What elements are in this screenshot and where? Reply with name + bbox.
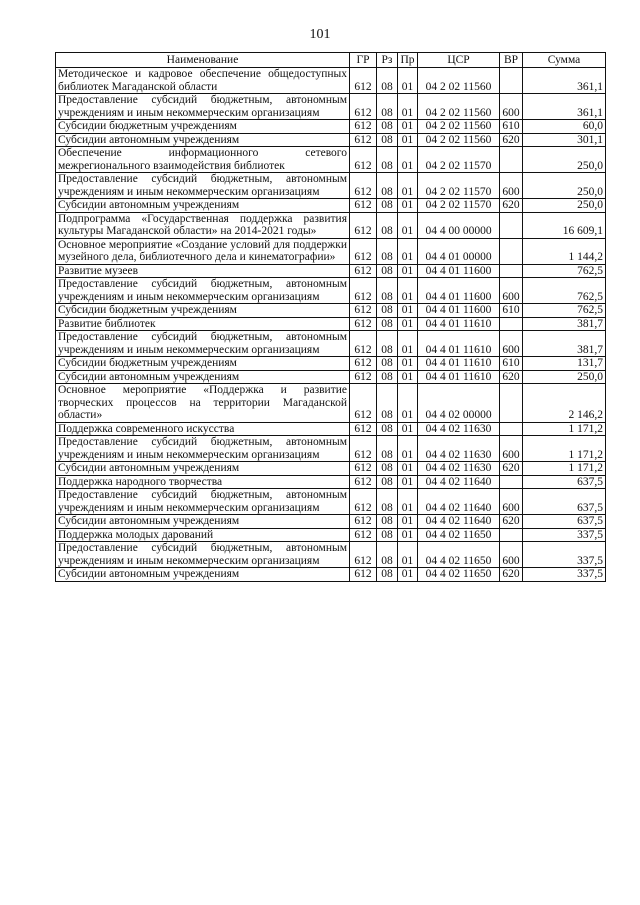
cell-sum: 250,0 xyxy=(523,370,606,384)
cell-rz: 08 xyxy=(377,133,398,147)
cell-vr: 600 xyxy=(500,94,523,120)
cell-vr xyxy=(500,475,523,489)
table-row xyxy=(56,199,606,213)
cell-csr: 04 2 02 11560 xyxy=(418,68,500,94)
cell-rz: 08 xyxy=(377,384,398,423)
cell-pr: 01 xyxy=(398,462,418,476)
cell-name: Предоставление субсидий бюджетным, автономным учреждениям и иным некоммерческим организациям xyxy=(56,94,350,120)
cell-pr: 01 xyxy=(398,370,418,384)
cell-pr: 01 xyxy=(398,133,418,147)
cell-gr: 612 xyxy=(350,462,377,476)
table-row xyxy=(56,264,606,278)
cell-name: Предоставление субсидий бюджетным, автономным учреждениям и иным некоммерческим организациям xyxy=(56,489,350,515)
cell-gr: 612 xyxy=(350,278,377,304)
cell-pr: 01 xyxy=(398,147,418,173)
cell-csr: 04 2 02 11560 xyxy=(418,94,500,120)
cell-csr: 04 4 02 11650 xyxy=(418,542,500,568)
cell-csr: 04 2 02 11570 xyxy=(418,147,500,173)
cell-name: Субсидии автономным учреждениям xyxy=(56,133,350,147)
cell-rz: 08 xyxy=(377,120,398,134)
table-row xyxy=(56,238,606,264)
cell-sum: 131,7 xyxy=(523,357,606,371)
cell-vr xyxy=(500,384,523,423)
cell-gr: 612 xyxy=(350,147,377,173)
page-number: 101 xyxy=(309,27,331,42)
cell-name: Поддержка современного искусства xyxy=(56,422,350,436)
cell-sum: 762,5 xyxy=(523,264,606,278)
cell-name: Основное мероприятие «Поддержка и развитие творческих процессов на территории Магаданской области» xyxy=(56,384,350,423)
cell-rz: 08 xyxy=(377,199,398,213)
cell-rz: 08 xyxy=(377,68,398,94)
cell-gr: 612 xyxy=(350,515,377,529)
table-row xyxy=(56,436,606,462)
cell-gr: 612 xyxy=(350,436,377,462)
table-row xyxy=(56,528,606,542)
cell-rz: 08 xyxy=(377,515,398,529)
cell-rz: 08 xyxy=(377,528,398,542)
cell-gr: 612 xyxy=(350,542,377,568)
header-csr: ЦСР xyxy=(418,53,500,68)
header-rz: Рз xyxy=(377,53,398,68)
cell-sum: 637,5 xyxy=(523,489,606,515)
table-row xyxy=(56,515,606,529)
cell-pr: 01 xyxy=(398,357,418,371)
table-row xyxy=(56,475,606,489)
cell-csr: 04 4 02 11640 xyxy=(418,515,500,529)
cell-name: Подпрограмма «Государственная поддержка развития культуры Магаданской области» на 2014-2021 годы» xyxy=(56,212,350,238)
cell-rz: 08 xyxy=(377,489,398,515)
cell-gr: 612 xyxy=(350,489,377,515)
table-row xyxy=(56,462,606,476)
cell-name: Субсидии автономным учреждениям xyxy=(56,568,350,582)
cell-rz: 08 xyxy=(377,264,398,278)
cell-rz: 08 xyxy=(377,304,398,318)
cell-sum: 337,5 xyxy=(523,568,606,582)
cell-sum: 337,5 xyxy=(523,542,606,568)
cell-vr: 620 xyxy=(500,462,523,476)
cell-pr: 01 xyxy=(398,264,418,278)
header-name: Наименование xyxy=(56,53,350,68)
cell-vr xyxy=(500,264,523,278)
cell-sum: 762,5 xyxy=(523,304,606,318)
cell-vr xyxy=(500,238,523,264)
cell-name: Предоставление субсидий бюджетным, автономным учреждениям и иным некоммерческим организациям xyxy=(56,436,350,462)
cell-name: Субсидии бюджетным учреждениям xyxy=(56,120,350,134)
table-row xyxy=(56,370,606,384)
cell-name: Поддержка молодых дарований xyxy=(56,528,350,542)
cell-gr: 612 xyxy=(350,94,377,120)
cell-vr xyxy=(500,422,523,436)
cell-pr: 01 xyxy=(398,199,418,213)
table-row xyxy=(56,422,606,436)
cell-name: Субсидии автономным учреждениям xyxy=(56,515,350,529)
cell-gr: 612 xyxy=(350,384,377,423)
cell-gr: 612 xyxy=(350,475,377,489)
cell-sum: 1 171,2 xyxy=(523,462,606,476)
cell-sum: 361,1 xyxy=(523,68,606,94)
cell-csr: 04 2 02 11570 xyxy=(418,173,500,199)
cell-gr: 612 xyxy=(350,238,377,264)
table-row xyxy=(56,147,606,173)
table-row xyxy=(56,120,606,134)
cell-vr: 610 xyxy=(500,304,523,318)
table-row xyxy=(56,278,606,304)
cell-csr: 04 4 01 11600 xyxy=(418,304,500,318)
cell-rz: 08 xyxy=(377,238,398,264)
cell-rz: 08 xyxy=(377,357,398,371)
cell-sum: 337,5 xyxy=(523,528,606,542)
cell-vr xyxy=(500,68,523,94)
cell-rz: 08 xyxy=(377,173,398,199)
cell-name: Предоставление субсидий бюджетным, автономным учреждениям и иным некоммерческим организациям xyxy=(56,542,350,568)
cell-sum: 762,5 xyxy=(523,278,606,304)
header-sum: Сумма xyxy=(523,53,606,68)
cell-pr: 01 xyxy=(398,304,418,318)
cell-sum: 301,1 xyxy=(523,133,606,147)
header-pr: Пр xyxy=(398,53,418,68)
cell-csr: 04 4 02 11650 xyxy=(418,528,500,542)
cell-name: Субсидии бюджетным учреждениям xyxy=(56,357,350,371)
table-row xyxy=(56,489,606,515)
cell-sum: 1 144,2 xyxy=(523,238,606,264)
cell-rz: 08 xyxy=(377,147,398,173)
cell-name: Предоставление субсидий бюджетным, автономным учреждениям и иным некоммерческим организациям xyxy=(56,173,350,199)
cell-csr: 04 4 00 00000 xyxy=(418,212,500,238)
cell-gr: 612 xyxy=(350,370,377,384)
cell-sum: 381,7 xyxy=(523,331,606,357)
cell-vr: 600 xyxy=(500,173,523,199)
cell-sum: 16 609,1 xyxy=(523,212,606,238)
cell-pr: 01 xyxy=(398,212,418,238)
cell-vr: 610 xyxy=(500,120,523,134)
cell-name: Предоставление субсидий бюджетным, автономным учреждениям и иным некоммерческим организациям xyxy=(56,278,350,304)
cell-sum: 361,1 xyxy=(523,94,606,120)
cell-pr: 01 xyxy=(398,542,418,568)
cell-name: Методическое и кадровое обеспечение общедоступных библиотек Магаданской области xyxy=(56,68,350,94)
cell-csr: 04 4 02 11640 xyxy=(418,489,500,515)
cell-csr: 04 4 02 11640 xyxy=(418,475,500,489)
cell-vr xyxy=(500,212,523,238)
table-row xyxy=(56,68,606,94)
table-row xyxy=(56,568,606,582)
table-row xyxy=(56,212,606,238)
cell-rz: 08 xyxy=(377,436,398,462)
cell-pr: 01 xyxy=(398,238,418,264)
table-header-row xyxy=(56,53,606,68)
cell-name: Развитие библиотек xyxy=(56,317,350,331)
cell-pr: 01 xyxy=(398,489,418,515)
cell-pr: 01 xyxy=(398,515,418,529)
cell-gr: 612 xyxy=(350,528,377,542)
cell-vr: 620 xyxy=(500,568,523,582)
table-row xyxy=(56,331,606,357)
cell-csr: 04 4 01 11600 xyxy=(418,278,500,304)
cell-csr: 04 4 02 11630 xyxy=(418,436,500,462)
cell-name: Основное мероприятие «Создание условий для поддержки музейного дела, библиотечного дела и кинематографии» xyxy=(56,238,350,264)
cell-vr: 620 xyxy=(500,370,523,384)
cell-rz: 08 xyxy=(377,331,398,357)
cell-vr xyxy=(500,147,523,173)
cell-name: Субсидии автономным учреждениям xyxy=(56,462,350,476)
cell-sum: 1 171,2 xyxy=(523,422,606,436)
cell-csr: 04 4 01 11610 xyxy=(418,370,500,384)
cell-name: Обеспечение информационного сетевого межрегионального взаимодействия библиотек xyxy=(56,147,350,173)
cell-vr: 610 xyxy=(500,357,523,371)
table-row xyxy=(56,317,606,331)
cell-gr: 612 xyxy=(350,422,377,436)
table-row xyxy=(56,384,606,423)
cell-gr: 612 xyxy=(350,212,377,238)
cell-vr xyxy=(500,528,523,542)
cell-pr: 01 xyxy=(398,120,418,134)
budget-table xyxy=(55,52,606,582)
cell-sum: 250,0 xyxy=(523,147,606,173)
cell-pr: 01 xyxy=(398,317,418,331)
cell-pr: 01 xyxy=(398,422,418,436)
cell-pr: 01 xyxy=(398,331,418,357)
header-vr: ВР xyxy=(500,53,523,68)
cell-rz: 08 xyxy=(377,317,398,331)
cell-vr: 620 xyxy=(500,133,523,147)
cell-pr: 01 xyxy=(398,173,418,199)
cell-name: Субсидии автономным учреждениям xyxy=(56,370,350,384)
cell-vr: 600 xyxy=(500,436,523,462)
cell-rz: 08 xyxy=(377,212,398,238)
cell-csr: 04 4 02 00000 xyxy=(418,384,500,423)
cell-csr: 04 2 02 11560 xyxy=(418,133,500,147)
cell-sum: 637,5 xyxy=(523,515,606,529)
cell-rz: 08 xyxy=(377,370,398,384)
cell-sum: 60,0 xyxy=(523,120,606,134)
cell-name: Субсидии автономным учреждениям xyxy=(56,199,350,213)
cell-rz: 08 xyxy=(377,475,398,489)
cell-vr: 600 xyxy=(500,278,523,304)
cell-gr: 612 xyxy=(350,199,377,213)
table-row xyxy=(56,542,606,568)
cell-sum: 1 171,2 xyxy=(523,436,606,462)
cell-gr: 612 xyxy=(350,133,377,147)
cell-vr: 620 xyxy=(500,199,523,213)
cell-gr: 612 xyxy=(350,173,377,199)
cell-rz: 08 xyxy=(377,422,398,436)
cell-gr: 612 xyxy=(350,568,377,582)
cell-sum: 637,5 xyxy=(523,475,606,489)
cell-pr: 01 xyxy=(398,68,418,94)
cell-pr: 01 xyxy=(398,384,418,423)
cell-pr: 01 xyxy=(398,528,418,542)
cell-vr: 620 xyxy=(500,515,523,529)
cell-rz: 08 xyxy=(377,542,398,568)
cell-csr: 04 2 02 11560 xyxy=(418,120,500,134)
cell-sum: 250,0 xyxy=(523,199,606,213)
cell-rz: 08 xyxy=(377,278,398,304)
cell-vr: 600 xyxy=(500,331,523,357)
cell-csr: 04 2 02 11570 xyxy=(418,199,500,213)
cell-vr: 600 xyxy=(500,542,523,568)
cell-gr: 612 xyxy=(350,120,377,134)
cell-name: Поддержка народного творчества xyxy=(56,475,350,489)
cell-csr: 04 4 02 11630 xyxy=(418,422,500,436)
cell-pr: 01 xyxy=(398,94,418,120)
cell-pr: 01 xyxy=(398,568,418,582)
cell-name: Развитие музеев xyxy=(56,264,350,278)
cell-name: Предоставление субсидий бюджетным, автономным учреждениям и иным некоммерческим организациям xyxy=(56,331,350,357)
cell-sum: 381,7 xyxy=(523,317,606,331)
cell-pr: 01 xyxy=(398,436,418,462)
cell-csr: 04 4 01 00000 xyxy=(418,238,500,264)
cell-sum: 250,0 xyxy=(523,173,606,199)
table-row xyxy=(56,94,606,120)
table-row xyxy=(56,357,606,371)
header-gr: ГР xyxy=(350,53,377,68)
table-row xyxy=(56,133,606,147)
cell-gr: 612 xyxy=(350,264,377,278)
table-row xyxy=(56,304,606,318)
cell-csr: 04 4 01 11610 xyxy=(418,357,500,371)
cell-csr: 04 4 01 11610 xyxy=(418,317,500,331)
table-row xyxy=(56,173,606,199)
cell-gr: 612 xyxy=(350,68,377,94)
cell-gr: 612 xyxy=(350,304,377,318)
cell-gr: 612 xyxy=(350,317,377,331)
cell-pr: 01 xyxy=(398,475,418,489)
cell-csr: 04 4 02 11650 xyxy=(418,568,500,582)
cell-csr: 04 4 01 11600 xyxy=(418,264,500,278)
cell-rz: 08 xyxy=(377,94,398,120)
cell-name: Субсидии бюджетным учреждениям xyxy=(56,304,350,318)
cell-vr xyxy=(500,317,523,331)
cell-vr: 600 xyxy=(500,489,523,515)
cell-csr: 04 4 02 11630 xyxy=(418,462,500,476)
cell-sum: 2 146,2 xyxy=(523,384,606,423)
cell-rz: 08 xyxy=(377,462,398,476)
cell-gr: 612 xyxy=(350,331,377,357)
cell-gr: 612 xyxy=(350,357,377,371)
cell-csr: 04 4 01 11610 xyxy=(418,331,500,357)
table-body xyxy=(56,68,606,582)
cell-pr: 01 xyxy=(398,278,418,304)
cell-rz: 08 xyxy=(377,568,398,582)
